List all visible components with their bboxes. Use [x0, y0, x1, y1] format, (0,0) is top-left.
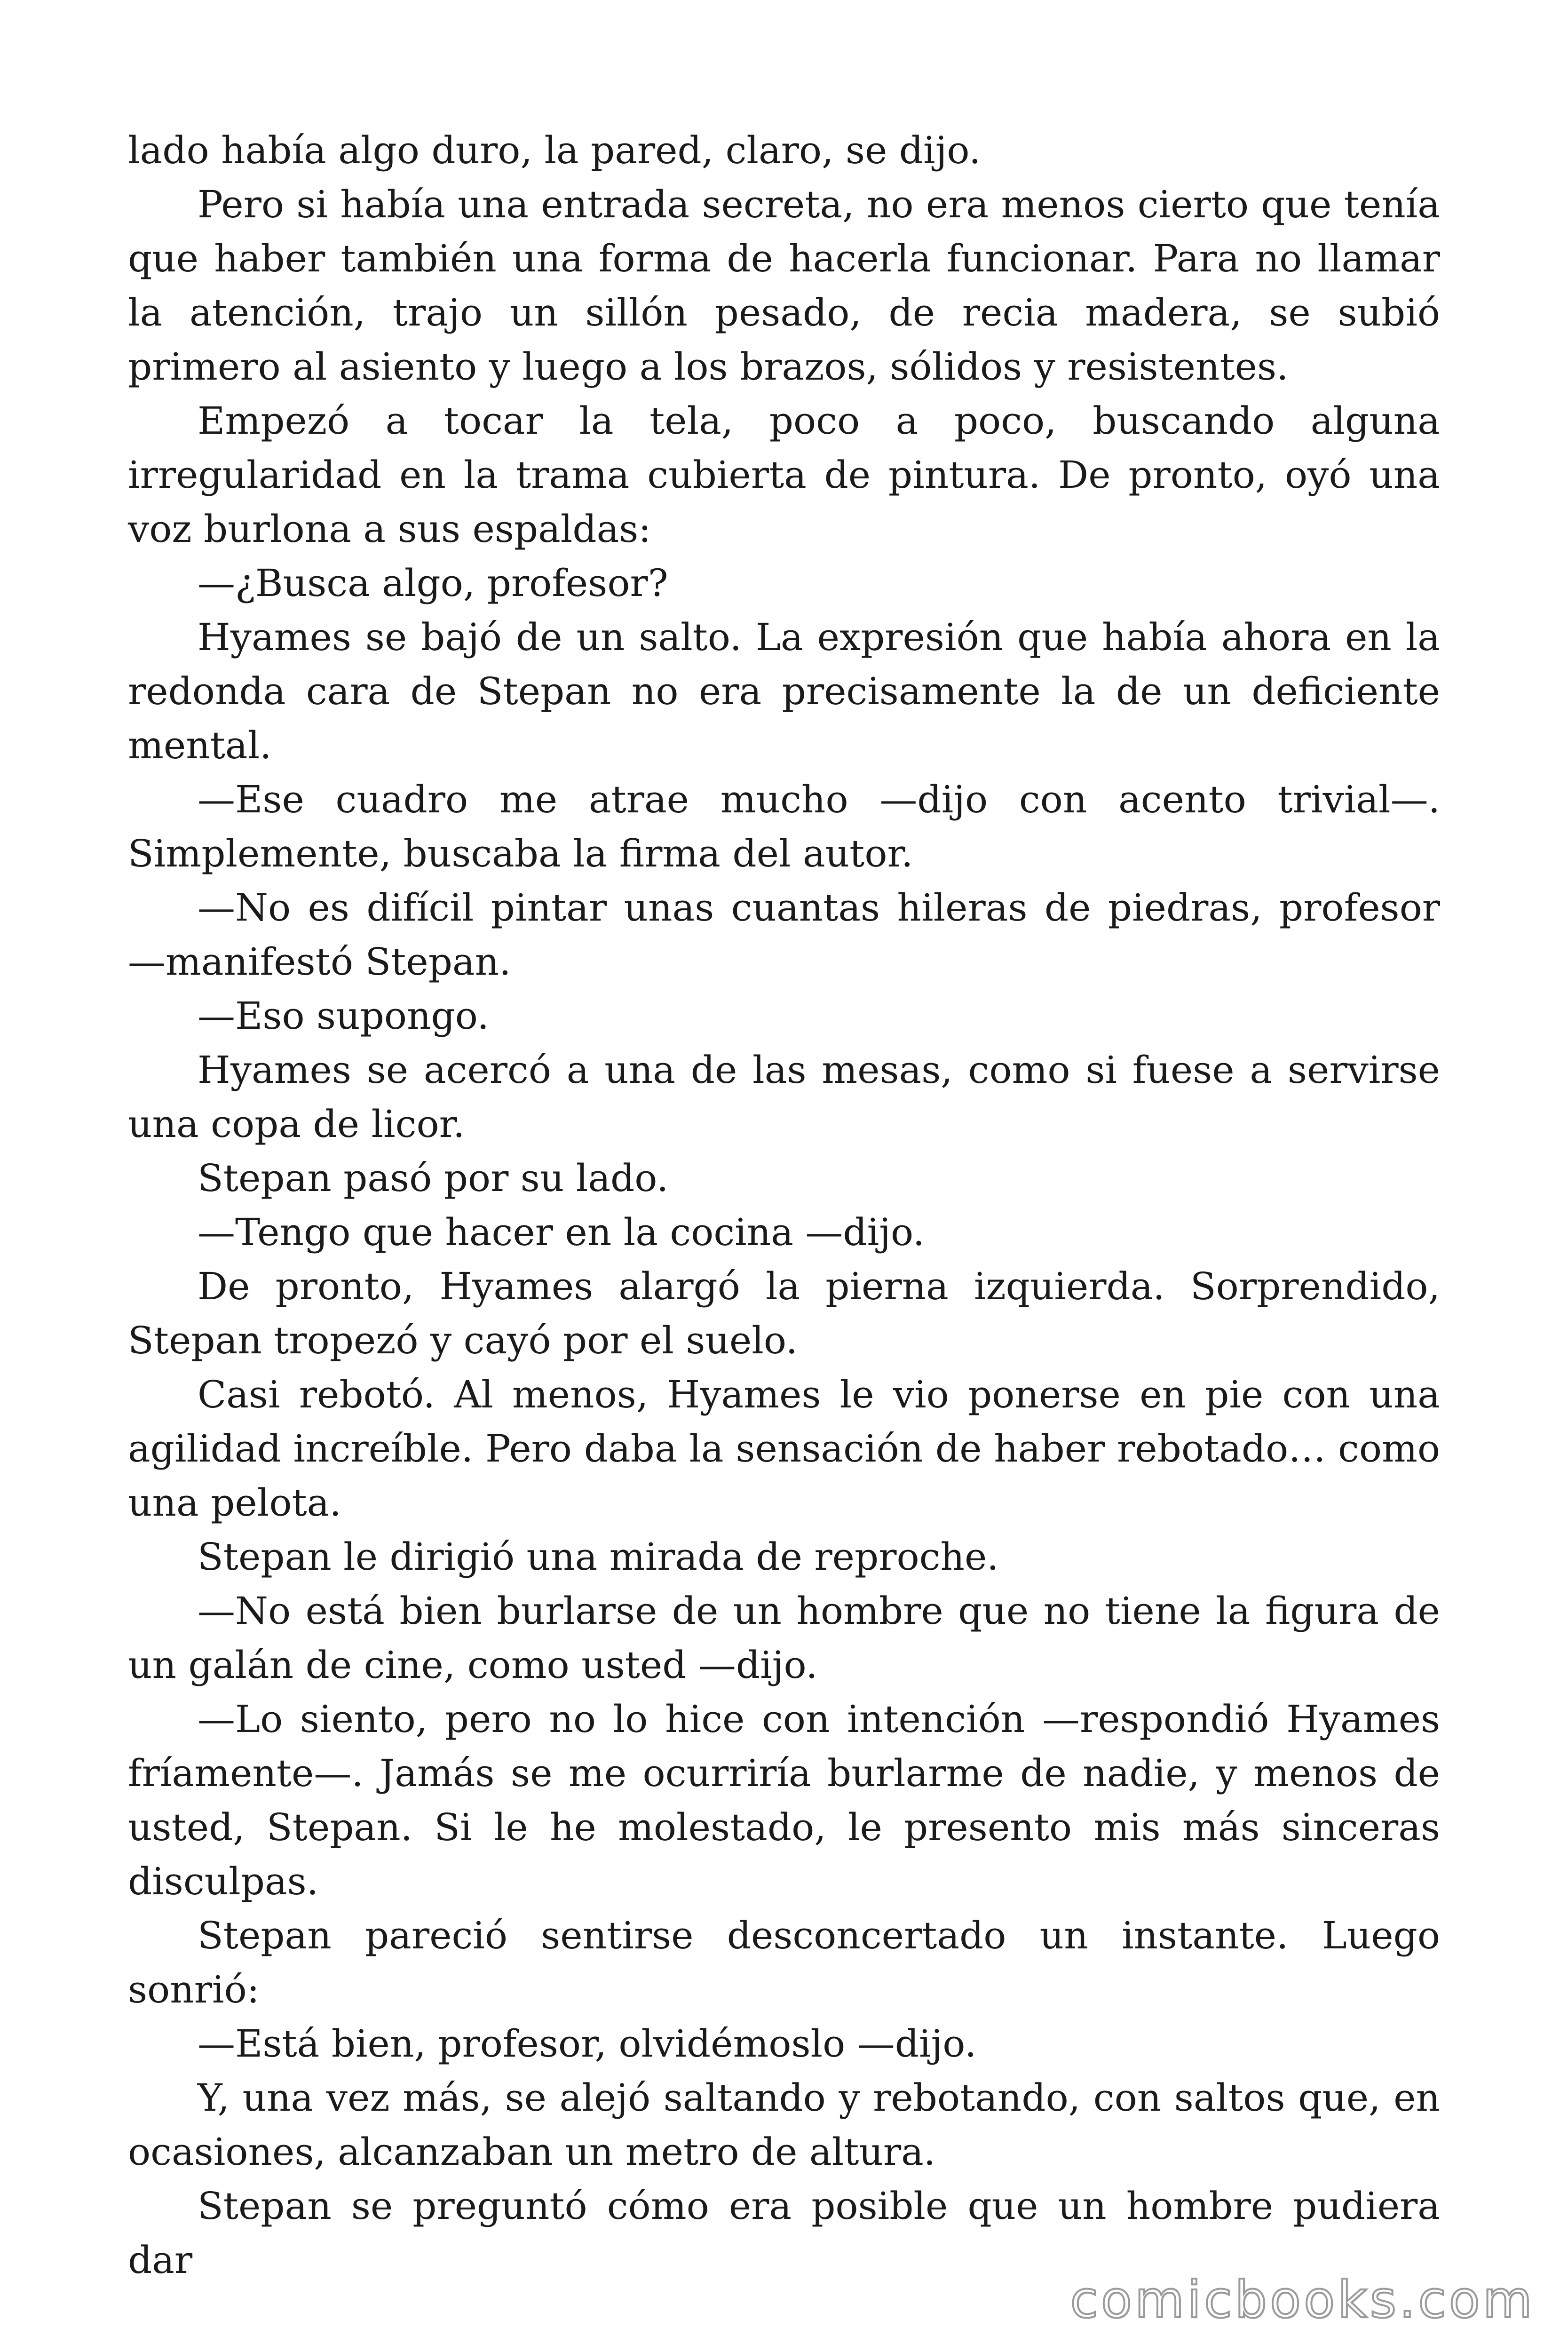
paragraph: —Tengo que hacer en la cocina —dijo. [198, 1210, 925, 1254]
paragraph: lado había algo duro, la pared, claro, se dijo. [128, 128, 981, 172]
paragraph: De pronto, Hyames alargó la pierna izquierda. Sorprendido, Stepan tropezó y cayó por el suelo. [128, 1264, 1440, 1362]
paragraph: Empezó a tocar la tela, poco a poco, buscando alguna irregularidad en la trama cubierta de pintura. De pronto, oyó una voz burlona a sus espaldas: [128, 399, 1440, 551]
paragraph: —¿Busca algo, profesor? [198, 561, 668, 605]
paragraph: —Ese cuadro me atrae mucho —dijo con acento trivial—. Simplemente, buscaba la firma del autor. [128, 778, 1440, 875]
paragraph: —Está bien, profesor, olvidémoslo —dijo. [198, 2022, 977, 2066]
paragraph: Stepan se preguntó cómo era posible que un hombre pudiera dar [128, 2184, 1440, 2282]
paragraph: Stepan pareció sentirse desconcertado un instante. Luego sonrió: [128, 1914, 1440, 2011]
paragraph: Hyames se bajó de un salto. La expresión que había ahora en la redonda cara de Stepan no era precisamente la de un deficiente mental. [128, 615, 1440, 767]
paragraph: —No está bien burlarse de un hombre que no tiene la figura de un galán de cine, como usted —dijo. [128, 1589, 1440, 1687]
paragraph: —No es difícil pintar unas cuantas hileras de piedras, profesor —manifestó Stepan. [128, 886, 1440, 984]
paragraph: Stepan le dirigió una mirada de reproche. [198, 1535, 999, 1579]
paragraph: Pero si había una entrada secreta, no era menos cierto que tenía que haber también una forma de hacerla funcionar. Para no llamar la atención, trajo un sillón pesado, de recia madera, se subió primero al asiento y luego a los brazos, sólidos y resistentes. [128, 183, 1440, 389]
watermark: comicbooks.com [1070, 2271, 1535, 2329]
paragraph: Stepan pasó por su lado. [198, 1156, 669, 1200]
paragraph: Hyames se acercó a una de las mesas, como si fuese a servirse una copa de licor. [128, 1048, 1440, 1146]
paragraph: Y, una vez más, se alejó saltando y rebotando, con saltos que, en ocasiones, alcanzaban un metro de altura. [128, 2076, 1440, 2174]
paragraph: —Lo siento, pero no lo hice con intención —respondió Hyames fríamente—. Jamás se me ocurriría burlarme de nadie, y menos de usted, Stepan. Si le he molestado, le presento mis más sinceras disculpas. [128, 1697, 1440, 1903]
paragraph: —Eso supongo. [198, 994, 489, 1038]
paragraph: Casi rebotó. Al menos, Hyames le vio ponerse en pie con una agilidad increíble. Pero daba la sensación de haber rebotado… como una pelota. [128, 1373, 1440, 1525]
body-text [128, 123, 1440, 2287]
